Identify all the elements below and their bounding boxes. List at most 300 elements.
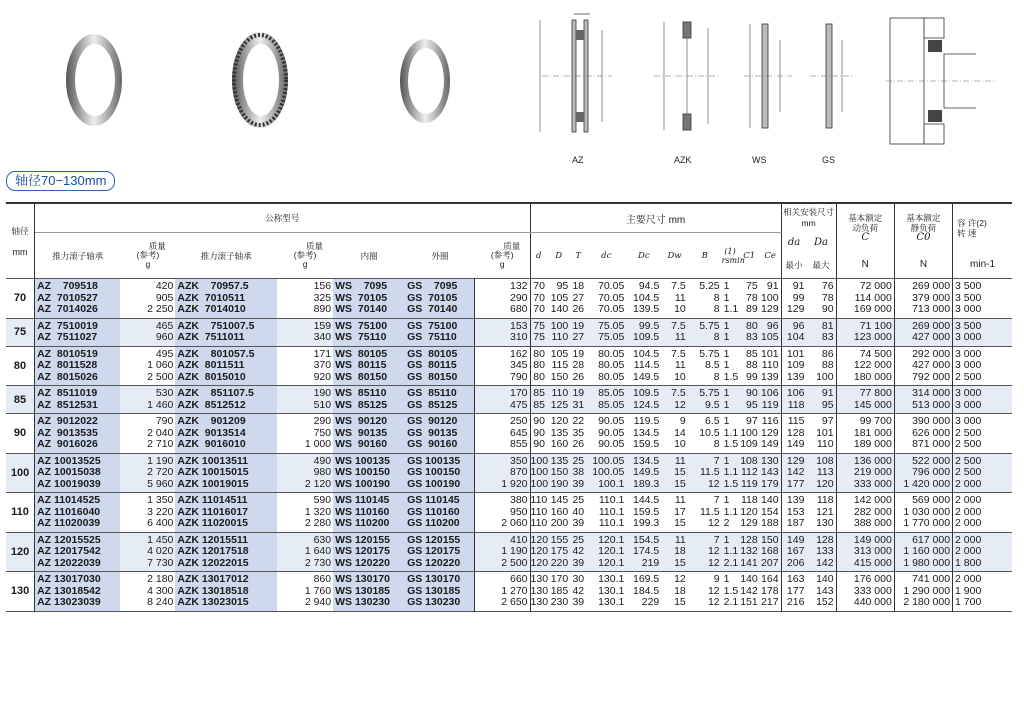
- ce-value-cell: [760, 414, 781, 454]
- static-load-value: 1 160 000: [903, 545, 951, 557]
- speed-value-cell: [953, 493, 1012, 533]
- speed-value: 3 000: [955, 415, 982, 427]
- dw-value: 10: [674, 303, 686, 315]
- az-mass: 2 710: [147, 438, 174, 450]
- dc-value: 85.05: [598, 398, 625, 411]
- da-value: 177: [786, 584, 805, 597]
- t-value: 35: [572, 426, 585, 439]
- azk-mass: 860: [313, 573, 332, 585]
- rsmin-value-cell: [722, 318, 739, 346]
- dw-value-cell: [661, 386, 687, 414]
- rsmin-value: 1.5: [723, 438, 739, 450]
- ring-mass: 645: [510, 426, 528, 439]
- static-load-value: 2 180 000: [903, 596, 951, 608]
- static-load-symbol: C0: [916, 231, 931, 243]
- gs-model-cell: [405, 346, 475, 386]
- big-da-value-cell: [806, 532, 836, 572]
- big-d-value: 170: [550, 573, 569, 585]
- b-value: 7: [713, 494, 720, 506]
- az-model: AZ 11016040: [37, 505, 101, 518]
- azk-model-cell: [175, 414, 277, 454]
- az-model: AZ 9016026: [37, 438, 98, 450]
- b-value: 5.75: [699, 319, 720, 332]
- da-value: 149: [786, 438, 805, 450]
- gs-model: GS 90120: [407, 415, 458, 427]
- azk-mass-cell: [277, 572, 333, 612]
- big-da-value: 76: [821, 280, 834, 292]
- ring-mass-cell: [475, 346, 530, 386]
- c1-value: 89: [746, 303, 758, 315]
- ring-mass: 380: [510, 494, 528, 506]
- table-row: [6, 572, 1012, 612]
- dc-value: 70.05: [598, 280, 625, 292]
- table-row: [6, 346, 1012, 386]
- static-load-header: 基本额定 静负荷: [906, 212, 941, 233]
- da-value: 115: [787, 415, 805, 427]
- dw-value: 15: [674, 477, 686, 490]
- big-da-value: 97: [821, 415, 834, 427]
- big-d-value: 95: [556, 280, 569, 292]
- ws-model: WS 120220: [335, 556, 390, 569]
- azk-model: AZK 751007.5: [177, 319, 255, 332]
- big-da-value: 78: [821, 291, 834, 304]
- c1-value: 119: [740, 477, 758, 490]
- az-model: AZ 8015026: [37, 370, 98, 383]
- ring-mass: 1 190: [501, 545, 528, 557]
- big-d-value: 135: [550, 426, 569, 439]
- gs-model: GS 120175: [407, 545, 461, 557]
- ring-mass: 1 920: [501, 477, 528, 490]
- static-load-value: 569 000: [912, 494, 951, 506]
- gs-model: GS 80115: [407, 359, 457, 371]
- dw-value: 11: [674, 331, 686, 343]
- ring-mass: 475: [510, 398, 528, 411]
- az-mass: 4 300: [147, 584, 174, 597]
- rsmin-value: 1: [723, 280, 730, 292]
- az-model: AZ 12015525: [37, 533, 101, 546]
- table-row: [6, 318, 1012, 346]
- ce-value: 119: [761, 398, 779, 411]
- d-value: 75: [533, 319, 545, 332]
- azk-model-cell: [175, 386, 277, 414]
- big-d-value: 115: [551, 359, 569, 371]
- static-load-value: 1 770 000: [903, 517, 951, 529]
- speed-value: 3 500: [955, 280, 982, 292]
- static-load-value: 427 000: [912, 331, 951, 343]
- dc-value: 90.05: [598, 415, 625, 427]
- az-mass: 4 020: [147, 545, 174, 557]
- big-da-sub-header: 最大: [806, 252, 836, 279]
- dc-value: 80.05: [598, 370, 625, 383]
- ce-value: 164: [761, 573, 779, 585]
- speed-value: 2 500: [955, 370, 982, 383]
- c1-value: 75: [746, 280, 758, 292]
- ce-value-cell: [760, 346, 781, 386]
- azk-model: AZK 11020015: [177, 517, 249, 529]
- t-value: 39: [572, 477, 585, 490]
- dc-value: 100.05: [592, 454, 625, 467]
- b-value: 9.5: [705, 398, 720, 411]
- t-value: 42: [572, 584, 585, 597]
- big-d-value: 120: [550, 415, 569, 427]
- ring-mass: 410: [510, 533, 528, 546]
- speed-value: 2 500: [955, 426, 982, 439]
- dw-value: 7.5: [671, 319, 686, 332]
- dw-value: 15: [674, 466, 686, 478]
- speed-value: 2 000: [955, 545, 982, 557]
- rsmin-value-cell: [722, 346, 739, 386]
- static-load-value-cell: [894, 572, 952, 612]
- big-dc-value: 144.5: [633, 494, 660, 506]
- main-dims-header: 主要尺寸 mm: [530, 203, 781, 233]
- t-value-cell: [570, 532, 586, 572]
- az-model: AZ 13017030: [37, 573, 101, 585]
- azk-mass-cell: [277, 414, 333, 454]
- shaft-header: 轴径: [11, 226, 29, 236]
- specification-table: [6, 202, 1012, 612]
- c1-header: C1: [743, 250, 756, 261]
- az-mass: 1 190: [147, 454, 174, 467]
- ws-model: WS 90120: [335, 415, 388, 427]
- az-mass: 905: [155, 291, 174, 304]
- big-da-value: 100: [816, 370, 834, 383]
- azk-model: AZK 8015010: [177, 370, 246, 383]
- rsmin-value: 2: [723, 517, 730, 529]
- c1-value: 99: [746, 370, 758, 383]
- ws-model-cell: [333, 532, 405, 572]
- big-dc-value: 219: [641, 556, 660, 569]
- rsmin-value-cell: [722, 386, 739, 414]
- azk-mass: 1 640: [304, 545, 332, 557]
- azk-mass: 156: [313, 280, 332, 292]
- big-da-value: 113: [816, 466, 834, 478]
- dc-value-cell: [586, 279, 626, 319]
- c1-value: 128: [740, 533, 758, 546]
- dc-value: 130.1: [598, 573, 625, 585]
- ring-mass: 345: [510, 359, 528, 371]
- big-da-value-cell: [806, 318, 836, 346]
- azk-mass-header: 质量 (参考): [293, 241, 324, 260]
- gs-model: GS 130230: [407, 596, 461, 608]
- speed-value: 2 000: [955, 505, 982, 518]
- ce-value: 179: [761, 477, 779, 490]
- t-value: 39: [572, 517, 585, 529]
- gs-model-cell: [405, 493, 475, 533]
- azk-model: AZK 13023015: [177, 596, 249, 608]
- dw-value: 12: [674, 398, 686, 411]
- gs-model: GS 120155: [407, 533, 461, 546]
- ws-model-cell: [333, 493, 405, 533]
- figure-row: [0, 0, 1024, 168]
- ws-model: WS 90160: [335, 438, 388, 450]
- big-d-value: 105: [550, 347, 569, 360]
- table-row: [6, 414, 1012, 454]
- speed-value: 2 000: [955, 533, 982, 546]
- azk-mass: 890: [313, 303, 332, 315]
- speed-value: 3 000: [955, 359, 982, 371]
- azk-mass: 2 120: [304, 477, 332, 490]
- t-value: 25: [572, 494, 585, 506]
- big-d-value-cell: [547, 414, 570, 454]
- t-value: 26: [572, 438, 585, 450]
- gs-model: GS 90160: [407, 438, 458, 450]
- azk-model-cell: [175, 493, 277, 533]
- az-mass: 2 500: [147, 370, 174, 383]
- azk-mass-cell: [277, 279, 333, 319]
- speed-value: 2 500: [955, 466, 982, 478]
- d-value-cell: [530, 572, 547, 612]
- big-d-value: 110: [551, 331, 569, 343]
- b-value: 11.5: [699, 466, 720, 478]
- roller-bearing-header: 推力滚子轴承: [52, 250, 104, 261]
- da-value: 129: [786, 303, 805, 315]
- big-dc-value: 139.5: [633, 303, 660, 315]
- rsmin-value: 2.1: [723, 556, 739, 569]
- big-da-value-cell: [806, 453, 836, 493]
- dw-value-cell: [661, 453, 687, 493]
- azk-model: AZK 11016017: [177, 505, 249, 518]
- az-model: AZ 11014525: [37, 494, 101, 506]
- b-value: 12: [707, 545, 720, 557]
- shaft-diameter: 120: [6, 532, 35, 572]
- dc-value-cell: [586, 493, 626, 533]
- ring-mass-unit: g: [499, 259, 505, 269]
- d-value: 85: [533, 387, 545, 399]
- dw-value: 11: [674, 494, 686, 506]
- big-d-value: 155: [550, 533, 569, 546]
- azk-model: AZK 851107.5: [177, 387, 254, 399]
- big-dc-value: 229: [641, 596, 660, 608]
- ce-value: 178: [761, 584, 779, 597]
- big-dc-value: 134.5: [633, 426, 660, 439]
- static-load-value: 427 000: [912, 359, 951, 371]
- big-da-value: 101: [816, 426, 834, 439]
- c1-value-cell: [739, 318, 760, 346]
- dc-value-cell: [586, 453, 626, 493]
- d-value: 110: [530, 505, 548, 518]
- big-da-value: 121: [816, 505, 834, 518]
- c1-value: 78: [746, 291, 758, 304]
- azk-model: AZK 7511011: [177, 331, 245, 343]
- speed-value-cell: [953, 386, 1012, 414]
- dc-value-cell: [586, 572, 626, 612]
- az-model: AZ 7511027: [37, 331, 98, 343]
- da-sub-header: 最小: [785, 259, 803, 270]
- speed-value: 3 500: [955, 291, 982, 304]
- azk-mass: 510: [313, 398, 332, 411]
- big-dc-value-cell: [626, 532, 661, 572]
- big-d-value-cell: [547, 493, 570, 533]
- da-value: 167: [786, 545, 805, 557]
- c1-value: 95: [746, 398, 758, 411]
- azk-mass: 980: [313, 466, 332, 478]
- azk-model: AZK 901209: [177, 415, 246, 427]
- d-value: 110: [530, 494, 548, 506]
- big-d-value: 175: [550, 545, 569, 557]
- da-value: 153: [786, 505, 805, 518]
- big-dc-value: 94.5: [638, 280, 660, 292]
- az-model-cell: [35, 346, 121, 386]
- b-value: 6.5: [705, 415, 720, 427]
- ws-model-cell: [333, 279, 405, 319]
- b-value: 12: [707, 517, 720, 529]
- big-dc-value: 99.5: [638, 319, 660, 332]
- ring-mass: 790: [510, 370, 528, 383]
- az-model-cell: [35, 493, 121, 533]
- azk-mass: 750: [313, 426, 332, 439]
- ce-value-cell: [760, 572, 781, 612]
- dw-value: 14: [674, 426, 686, 439]
- da-value-cell: [781, 346, 806, 386]
- ring-mass-cell: [475, 572, 530, 612]
- static-load-value: 390 000: [912, 415, 951, 427]
- b-value: 8: [713, 291, 720, 304]
- azk-mass: 630: [313, 533, 332, 546]
- dc-value: 130.1: [598, 596, 625, 608]
- ce-value: 100: [761, 291, 779, 304]
- az-model: AZ 10019039: [37, 477, 101, 490]
- t-value: 28: [572, 359, 585, 371]
- d-value: 70: [533, 303, 545, 315]
- az-model-cell: [35, 532, 121, 572]
- da-value-cell: [781, 318, 806, 346]
- azk-mass-unit: g: [302, 259, 308, 269]
- az-mass-cell: [120, 279, 175, 319]
- az-model: AZ 11020039: [37, 517, 101, 529]
- d-value: 80: [533, 370, 545, 383]
- ws-model: WS 110160: [335, 505, 390, 518]
- dc-value: 110.1: [598, 494, 625, 506]
- big-d-value: 105: [550, 291, 569, 304]
- table-row: [6, 279, 1012, 319]
- big-da-value: 95: [821, 398, 834, 411]
- big-d-value: 220: [550, 556, 569, 569]
- da-value: 96: [792, 319, 805, 332]
- ce-value: 91: [766, 280, 779, 292]
- da-value: 177: [786, 477, 805, 490]
- ring-mass: 2 500: [501, 556, 528, 569]
- t-value: 39: [572, 556, 585, 569]
- ring-mass: 2 060: [501, 517, 528, 529]
- ws-model: WS 100150: [335, 466, 390, 478]
- big-d-value-cell: [547, 572, 570, 612]
- azk-mass-cell: [277, 346, 333, 386]
- azk-mass: 325: [313, 291, 332, 304]
- static-load-value: 1 290 000: [903, 584, 951, 597]
- ce-value: 149: [761, 438, 779, 450]
- d-value-cell: [530, 318, 547, 346]
- big-dc-value: 159.5: [633, 505, 660, 518]
- rsmin-value: 1: [723, 387, 730, 399]
- big-d-value: 160: [550, 505, 569, 518]
- c1-value: 132: [740, 545, 758, 557]
- t-value: 25: [572, 533, 585, 546]
- az-model: AZ 9013535: [37, 426, 98, 439]
- big-d-value: 190: [550, 477, 569, 490]
- az-mass-cell: [120, 493, 175, 533]
- ws-model-cell: [333, 318, 405, 346]
- gs-model-cell: [405, 318, 475, 346]
- azk-model-cell: [175, 318, 277, 346]
- azk-model: AZK 7010511: [177, 291, 246, 304]
- c1-value: 83: [746, 331, 758, 343]
- d-value: 120: [530, 556, 549, 569]
- d-value: 130: [530, 573, 549, 585]
- static-load-value: 292 000: [912, 347, 951, 360]
- az-bearing-photo: [62, 30, 126, 130]
- b-value: 8.5: [705, 359, 720, 371]
- az-model-cell: [35, 414, 121, 454]
- big-da-value: 120: [816, 477, 834, 490]
- ring-mass: 660: [510, 573, 528, 585]
- big-dc-value: 189.3: [633, 477, 660, 490]
- b-value: 12: [707, 477, 720, 490]
- dyn-unit: N: [836, 252, 894, 279]
- dw-value: 18: [674, 545, 686, 557]
- b-header: B: [701, 250, 708, 261]
- az-drawing: [532, 10, 620, 142]
- rsmin-value: 1.1: [723, 545, 739, 557]
- ws-model: WS 85110: [335, 387, 387, 399]
- ws-model: WS 110200: [335, 517, 390, 529]
- ce-value: 105: [761, 331, 779, 343]
- az-mass: 6 400: [147, 517, 174, 529]
- big-dc-value: 154.5: [633, 533, 660, 546]
- t-value: 31: [572, 398, 585, 411]
- dc-header: dc: [601, 250, 612, 261]
- dw-value: 15: [674, 517, 686, 529]
- azk-mass-cell: [277, 453, 333, 493]
- dynamic-load-value: 282 000: [853, 505, 892, 518]
- static-load-value: 314 000: [912, 387, 951, 399]
- ring-mass: 870: [510, 466, 528, 478]
- c1-value: 85: [746, 347, 758, 360]
- dynamic-load-value: 145 000: [853, 398, 892, 411]
- gs-model-cell: [405, 453, 475, 493]
- ce-value-cell: [760, 532, 781, 572]
- c1-value: 109: [740, 438, 758, 450]
- ring-mass: 1 270: [501, 584, 528, 597]
- big-d-header: D: [555, 250, 563, 261]
- az-model: AZ 10013525: [37, 454, 101, 467]
- az-model-cell: [35, 279, 121, 319]
- ring-mass: 2 650: [501, 596, 528, 608]
- da-value: 149: [786, 533, 805, 546]
- static-load-value-cell: [894, 318, 952, 346]
- dynamic-load-value-cell: [836, 279, 894, 319]
- rsmin-value: 1: [723, 319, 730, 332]
- az-mass: 495: [155, 347, 174, 360]
- big-d-value: 230: [550, 596, 569, 608]
- d-value-cell: [530, 414, 547, 454]
- ce-value: 207: [761, 556, 779, 569]
- az-model: AZ 12017542: [37, 545, 101, 557]
- ce-value: 116: [761, 415, 779, 427]
- azk-bearing-photo: [228, 28, 292, 132]
- install-header: 相关安装尺寸: [783, 207, 835, 218]
- ring-mass-cell: [475, 279, 530, 319]
- roller-assembly-header: 推力滚子轴承: [200, 250, 252, 261]
- ce-value: 110: [761, 359, 779, 371]
- az-mass: 2 250: [147, 303, 174, 315]
- azk-mass: 1 000: [304, 438, 332, 450]
- b-value-cell: [688, 318, 722, 346]
- t-value: 19: [572, 319, 585, 332]
- da-value: 129: [786, 454, 805, 467]
- azk-model: AZK 13018518: [177, 584, 249, 597]
- az-mass-header: 质量 (参考): [136, 241, 166, 260]
- shaft-diameter: 130: [6, 572, 35, 612]
